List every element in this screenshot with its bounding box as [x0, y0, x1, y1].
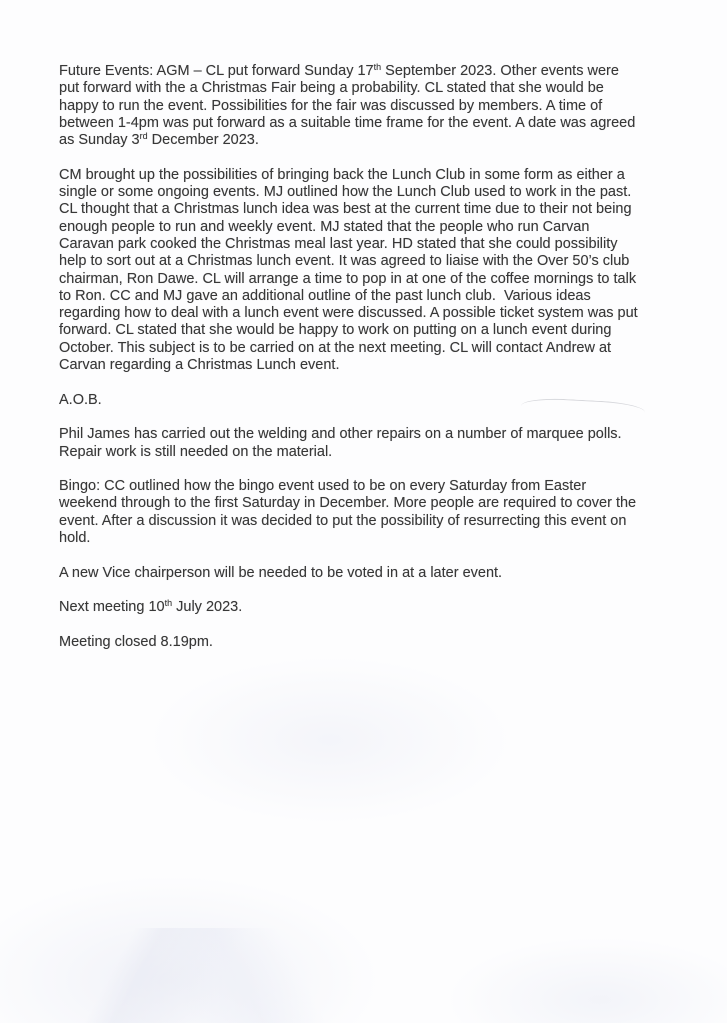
- text-line: [59, 132, 699, 149]
- text-line: [59, 634, 699, 651]
- text-segment: A new Vice chairperson will be needed to be voted in at a later event.: [59, 564, 503, 581]
- text-segment: Future Events: AGM – CL put forward Sunday 17: [59, 63, 374, 79]
- text-segment: single or some ongoing events. MJ outlined how the Lunch Club used to work in the past.: [59, 184, 632, 201]
- text-line: [59, 271, 699, 288]
- text-segment: Caravan park cooked the Christmas meal last year. HD stated that she could possibility: [59, 235, 618, 252]
- text-segment: December 2023.: [147, 132, 259, 149]
- paragraph-bingo: [59, 478, 699, 547]
- paragraph-next-meeting: [59, 599, 699, 616]
- text-line: [59, 495, 699, 512]
- text-line: [59, 167, 699, 184]
- text-line: [59, 357, 699, 374]
- text-segment: as Sunday 3: [59, 132, 140, 149]
- text-segment: regarding how to deal with a lunch event were discussed. A possible ticket system was put: [59, 305, 638, 322]
- text-line: [59, 253, 699, 270]
- text-line: [59, 236, 699, 253]
- text-segment: Carvan regarding a Christmas Lunch event.: [59, 357, 340, 374]
- paragraph-vice-chairperson: [59, 565, 699, 582]
- text-line: [59, 530, 699, 547]
- text-line: [59, 426, 699, 443]
- text-line: [59, 478, 699, 495]
- text-line: [59, 322, 699, 339]
- text-segment: hold.: [59, 530, 91, 547]
- text-segment: event. After a discussion it was decided to put the possibility of resurrecting this event on: [59, 512, 627, 529]
- text-line: [59, 115, 699, 132]
- text-segment: help to sort out at a Christmas lunch event. It was agreed to liaise with the Over 50’s club: [59, 253, 630, 270]
- text-segment: forward. CL stated that she would be happy to work on putting on a lunch event during: [59, 322, 612, 339]
- text-line: [59, 80, 699, 97]
- text-segment: Next meeting 10: [59, 599, 165, 616]
- paragraph-meeting-closed: [59, 634, 699, 651]
- text-segment: Repair work is still needed on the material.: [59, 443, 333, 460]
- text-segment: July 2023.: [172, 599, 243, 616]
- text-segment: weekend through to the first Saturday in December. More people are required to cover the: [59, 495, 637, 512]
- text-segment: chairman, Ron Dawe. CL will arrange a time to pop in at one of the coffee mornings to talk: [59, 270, 637, 287]
- text-segment: A.O.B.: [59, 391, 102, 408]
- text-line: [59, 219, 699, 236]
- text-segment: Phil James has carried out the welding and other repairs on a number of marquee polls.: [59, 426, 622, 443]
- scan-smudge: [0, 928, 430, 1023]
- text-segment: Bingo: CC outlined how the bingo event used to be on every Saturday from Easter: [59, 478, 587, 495]
- text-line: [59, 288, 699, 305]
- text-line: [59, 201, 699, 218]
- text-line: [59, 63, 699, 80]
- text-segment: CM brought up the possibilities of bringing back the Lunch Club in some form as either a: [59, 166, 625, 183]
- text-segment: put forward with the a Christmas Fair being a probability. CL stated that she would be: [59, 80, 604, 97]
- paragraph-marquee-repairs: [59, 426, 699, 461]
- text-line: [59, 184, 699, 201]
- ordinal-superscript: rd: [139, 131, 148, 142]
- text-line: [59, 305, 699, 322]
- paragraph-lunch-club: [59, 167, 699, 375]
- text-line: [59, 98, 699, 115]
- document-body: [59, 63, 699, 668]
- text-segment: between 1-4pm was put forward as a suitable time frame for the event. A date was agreed: [59, 114, 636, 131]
- text-segment: to Ron. CC and MJ gave an additional outline of the past lunch club. Various ideas: [59, 287, 591, 304]
- ordinal-superscript: th: [164, 598, 173, 609]
- text-segment: enough people to run and weekly event. MJ stated that the people who run Carvan: [59, 218, 590, 235]
- text-line: [59, 444, 699, 461]
- ordinal-superscript: th: [373, 62, 382, 72]
- text-segment: October. This subject is to be carried on at the next meeting. CL will contact Andrew at: [59, 339, 612, 356]
- text-line: [59, 340, 699, 357]
- text-segment: CL thought that a Christmas lunch idea was best at the current time due to their not being: [59, 201, 632, 218]
- text-line: [59, 565, 699, 582]
- text-segment: Meeting closed 8.19pm.: [59, 633, 213, 650]
- text-segment: happy to run the event. Possibilities for the fair was discussed by members. A time of: [59, 97, 603, 114]
- paragraph-future-events: [59, 63, 699, 149]
- text-segment: September 2023. Other events were: [381, 63, 619, 79]
- text-line: [59, 599, 699, 616]
- text-line: [59, 513, 699, 530]
